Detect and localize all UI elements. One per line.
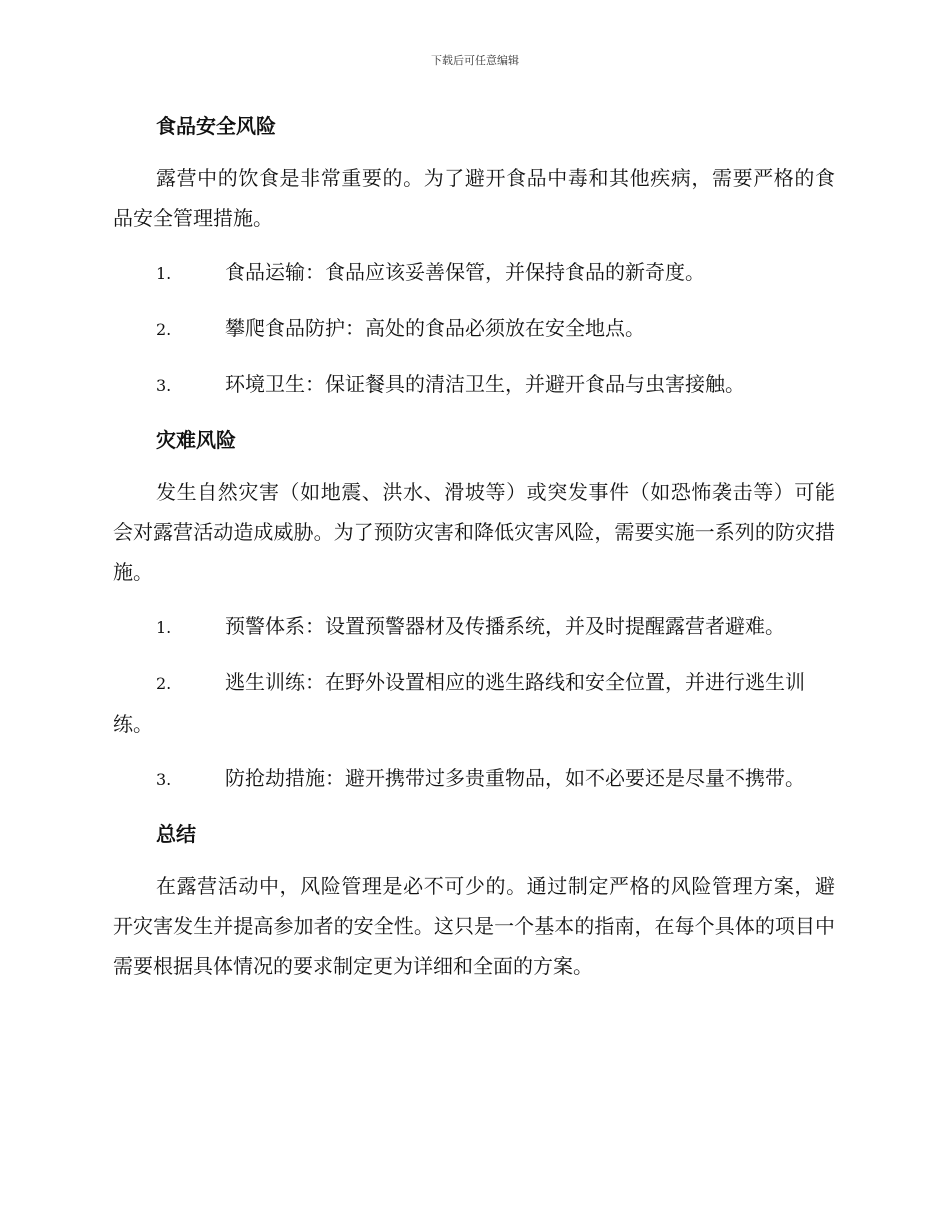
section-heading-disaster: 灾难风险 xyxy=(156,428,236,452)
section-heading-food-safety: 食品安全风险 xyxy=(156,114,276,138)
list-number: 3. xyxy=(156,376,172,395)
paragraph-food-intro: 露营中的饮食是非常重要的。为了避开食品中毒和其他疾病，需要严格的食品安全管理措施。 xyxy=(113,166,835,230)
list-text: 环境卫生：保证餐具的清洁卫生，并避开食品与虫害接触。 xyxy=(225,372,745,396)
list-text: 食品运输：食品应该妥善保管，并保持食品的新奇度。 xyxy=(225,260,705,284)
list-item xyxy=(113,758,835,800)
list-number: 2. xyxy=(156,674,172,693)
list-item xyxy=(113,308,835,350)
list-text: 逃生训练：在野外设置相应的逃生路线和安全位置，并进行逃生训练。 xyxy=(113,670,805,736)
list-item xyxy=(113,662,835,744)
list-item xyxy=(113,364,835,406)
document-body xyxy=(113,106,835,1000)
list-item xyxy=(113,606,835,648)
paragraph-disaster-intro: 发生自然灾害（如地震、洪水、滑坡等）或突发事件（如恐怖袭击等）可能会对露营活动造成威胁。为了预防灾害和降低灾害风险，需要实施一系列的防灾措施。 xyxy=(113,480,835,584)
list-number: 2. xyxy=(156,320,172,339)
list-text: 防抢劫措施：避开携带过多贵重物品，如不必要还是尽量不携带。 xyxy=(225,766,805,790)
list-number: 3. xyxy=(156,770,172,789)
list-item xyxy=(113,252,835,294)
list-number: 1. xyxy=(156,618,172,637)
paragraph-summary: 在露营活动中，风险管理是必不可少的。通过制定严格的风险管理方案，避开灾害发生并提高参加者的安全性。这只是一个基本的指南，在每个具体的项目中需要根据具体情况的要求制定更为详细和全面的方案。 xyxy=(113,874,835,978)
list-text: 预警体系：设置预警器材及传播系统，并及时提醒露营者避难。 xyxy=(225,614,785,638)
page-header: 下载后可任意编辑 xyxy=(431,54,519,67)
section-heading-summary: 总结 xyxy=(156,822,196,846)
list-number: 1. xyxy=(156,264,172,283)
list-text: 攀爬食品防护：高处的食品必须放在安全地点。 xyxy=(225,316,645,340)
